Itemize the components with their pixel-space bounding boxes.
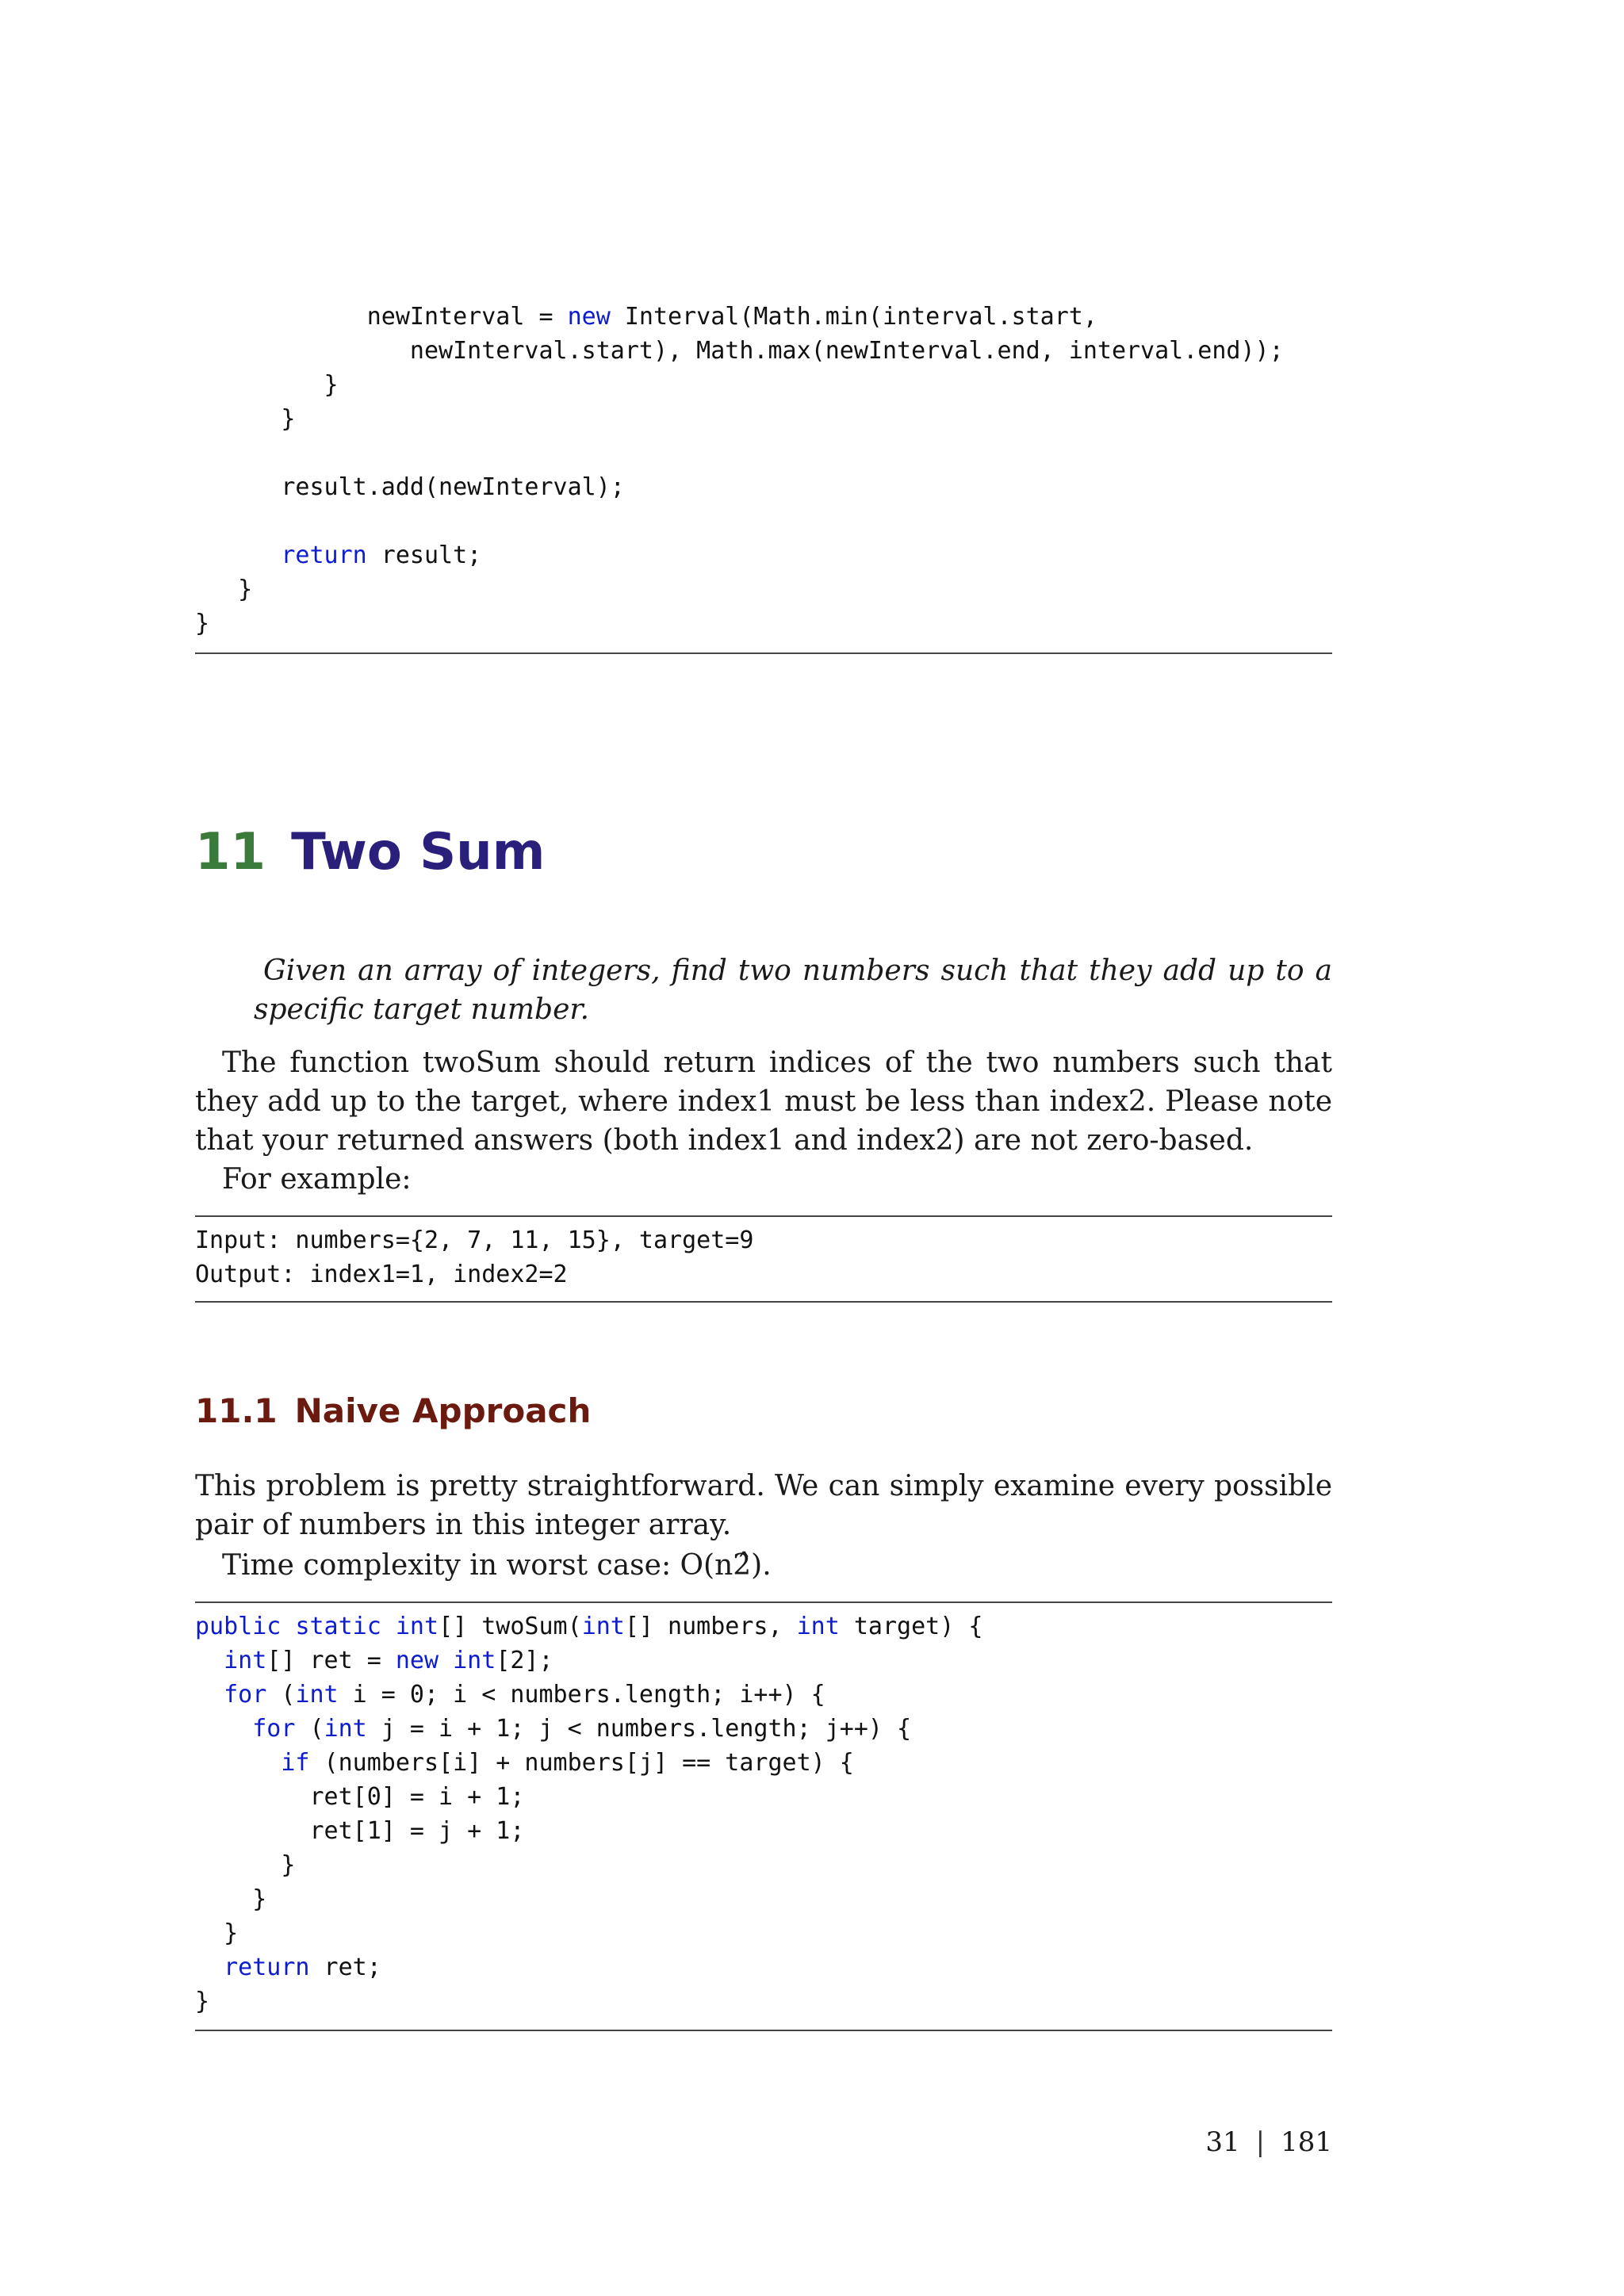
code-line bbox=[195, 1783, 524, 1811]
code-text bbox=[439, 1647, 453, 1674]
code-bottom-rule bbox=[195, 652, 1332, 654]
time-complexity: Time complexity in worst case: O(n2̂). bbox=[222, 1549, 772, 1582]
code-text: ret[1] = j + 1; bbox=[195, 1817, 525, 1845]
code-text: Input: numbers={2, 7, 11, 15}, target=9 bbox=[195, 1226, 754, 1254]
code-text: ret[0] = i + 1; bbox=[195, 1783, 525, 1811]
code-keyword: new bbox=[395, 1647, 439, 1674]
code-text: } bbox=[195, 371, 339, 399]
code-keyword: if bbox=[281, 1749, 310, 1777]
code-keyword: int bbox=[324, 1715, 367, 1743]
code-text: } bbox=[195, 1851, 296, 1879]
code-text bbox=[195, 1715, 252, 1743]
example-top-rule bbox=[195, 1215, 1332, 1217]
code-text: result.add(newInterval); bbox=[195, 473, 625, 501]
code-text: } bbox=[195, 1988, 210, 2015]
chapter-heading bbox=[195, 821, 545, 884]
code-text: [] ret = bbox=[266, 1647, 396, 1674]
page-separator: | bbox=[1255, 2126, 1266, 2158]
code-text: result; bbox=[366, 541, 482, 569]
code-line bbox=[195, 1681, 825, 1709]
chapter-title: Two Sum bbox=[291, 823, 546, 882]
code-line bbox=[195, 371, 339, 399]
problem-description: The function twoSum should return indices of the two numbers such that they add up to the target, where index1 must be less than index2. Please note that your returned answers (both index1 and index2) are not zero-based. bbox=[195, 1047, 1332, 1157]
code-text: } bbox=[195, 405, 296, 433]
code-line bbox=[195, 1715, 911, 1743]
section-heading bbox=[195, 1389, 591, 1433]
code-text: newInterval.start), Math.max(newInterval.end, interval.end)); bbox=[195, 337, 1284, 365]
code-text: i = 0; i < numbers.length; i++) { bbox=[338, 1681, 825, 1709]
code-text: ret; bbox=[309, 1954, 381, 1981]
code-line bbox=[195, 1885, 266, 1913]
code-block-two-sum bbox=[195, 1609, 982, 2019]
code-text: [2]; bbox=[496, 1647, 553, 1674]
naive-description: This problem is pretty straightforward. We can simply examine every possible pair of numbers in this integer array. bbox=[195, 1470, 1332, 1541]
code-text: ( bbox=[266, 1681, 296, 1709]
code-line bbox=[195, 1261, 568, 1288]
naive-code-bottom-rule bbox=[195, 2030, 1332, 2031]
code-line bbox=[195, 337, 1284, 365]
code-keyword: return bbox=[281, 541, 367, 569]
code-line bbox=[195, 303, 1097, 331]
code-text bbox=[195, 1647, 224, 1674]
code-keyword: int bbox=[224, 1647, 267, 1674]
code-text: Interval(Math.min(interval.start, bbox=[610, 303, 1097, 331]
code-block-example bbox=[195, 1223, 753, 1292]
code-line bbox=[195, 473, 625, 501]
code-text: [] twoSum( bbox=[439, 1613, 582, 1640]
code-text bbox=[195, 1749, 281, 1777]
code-line bbox=[195, 1647, 553, 1674]
code-text: j = i + 1; j < numbers.length; j++) { bbox=[366, 1715, 912, 1743]
code-line bbox=[195, 405, 295, 433]
section-title: Naive Approach bbox=[294, 1391, 592, 1430]
code-text: } bbox=[195, 1919, 239, 1947]
code-line bbox=[195, 1613, 982, 1640]
naive-code-top-rule bbox=[195, 1601, 1332, 1603]
code-text: [] numbers, bbox=[624, 1613, 797, 1640]
code-line bbox=[195, 1954, 381, 1981]
code-keyword: new bbox=[567, 303, 611, 331]
chapter-number: 11 bbox=[195, 823, 266, 882]
example-bottom-rule bbox=[195, 1301, 1332, 1303]
code-keyword: int bbox=[796, 1613, 840, 1640]
code-text bbox=[381, 1613, 396, 1640]
code-text bbox=[195, 541, 281, 569]
code-line bbox=[195, 576, 252, 603]
code-line bbox=[195, 1749, 854, 1777]
code-line bbox=[195, 1988, 209, 2015]
code-text: } bbox=[195, 576, 253, 603]
code-text: Output: index1=1, index2=2 bbox=[195, 1261, 568, 1288]
code-keyword: public bbox=[195, 1613, 282, 1640]
code-line bbox=[195, 1919, 238, 1947]
code-keyword: int bbox=[295, 1681, 339, 1709]
code-keyword: for bbox=[224, 1681, 267, 1709]
code-text: } bbox=[195, 1885, 267, 1913]
code-text: (numbers[i] + numbers[j] == target) { bbox=[309, 1749, 854, 1777]
code-block-merge-interval bbox=[195, 300, 1284, 641]
code-keyword: static bbox=[295, 1613, 381, 1640]
code-text: ( bbox=[295, 1715, 324, 1743]
code-line bbox=[195, 610, 209, 637]
code-text: newInterval = bbox=[195, 303, 568, 331]
code-text bbox=[195, 1954, 224, 1981]
section-number: 11.1 bbox=[195, 1391, 278, 1430]
code-keyword: return bbox=[224, 1954, 310, 1981]
code-keyword: int bbox=[581, 1613, 625, 1640]
code-keyword: int bbox=[453, 1647, 496, 1674]
code-keyword: for bbox=[252, 1715, 296, 1743]
code-text: target) { bbox=[839, 1613, 983, 1640]
code-line bbox=[195, 1226, 753, 1254]
code-text bbox=[195, 1681, 224, 1709]
code-text bbox=[281, 1613, 295, 1640]
problem-quote: Given an array of integers, find two numbers such that they add up to a specific target number. bbox=[254, 955, 1332, 1026]
code-line bbox=[195, 541, 481, 569]
example-intro: For example: bbox=[222, 1163, 412, 1196]
code-line bbox=[195, 1817, 524, 1845]
page-number: 31 bbox=[1205, 2126, 1240, 2158]
code-line bbox=[195, 1851, 295, 1879]
page-footer bbox=[1205, 2125, 1332, 2160]
code-text: } bbox=[195, 610, 210, 637]
code-keyword: int bbox=[395, 1613, 439, 1640]
page-total: 181 bbox=[1281, 2126, 1332, 2158]
